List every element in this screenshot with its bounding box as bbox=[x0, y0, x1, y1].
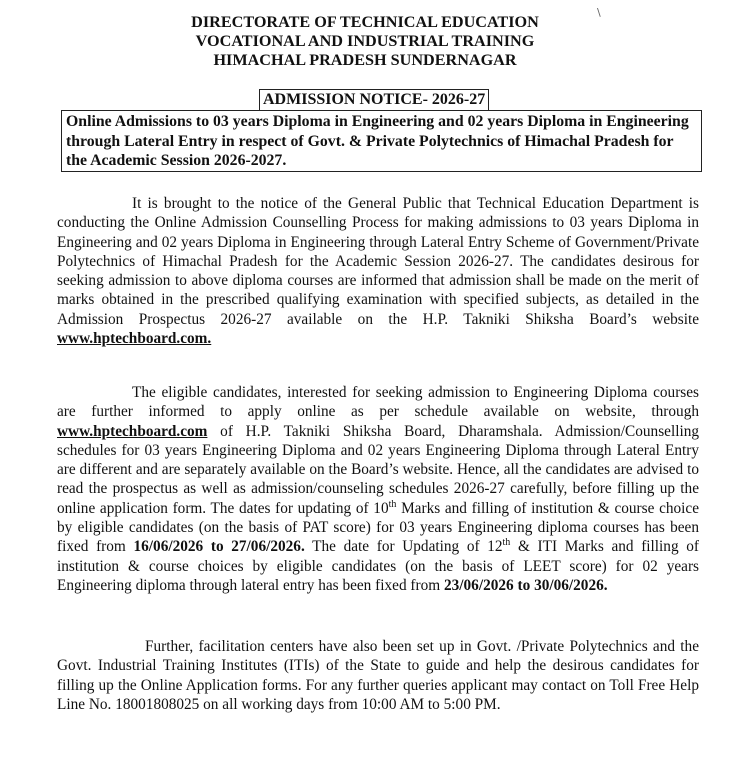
paragraph-schedule bbox=[57, 383, 699, 595]
schedule-text-3: Marks and filling of institution & course choice by eligible candidates (on the basis of PAT score) for 03 years Engineering diploma courses has been fixed from bbox=[57, 499, 699, 556]
corner-mark: \ bbox=[597, 6, 601, 19]
superscript-th-2: th bbox=[502, 537, 511, 549]
notice-title: ADMISSION NOTICE- 2026-27 bbox=[259, 89, 489, 111]
board-website-link[interactable]: www.hptechboard.com. bbox=[57, 330, 212, 348]
document-header bbox=[0, 13, 730, 70]
superscript-th-1: th bbox=[388, 498, 397, 510]
schedule-text-4: The date for Updating of 12 bbox=[304, 538, 503, 556]
header-line-directorate: DIRECTORATE OF TECHNICAL EDUCATION bbox=[191, 13, 539, 31]
schedule-text-1: The eligible candidates, interested for seeking admission to Engineering Diploma courses are further informed to apply online as per schedule available on website, through bbox=[57, 384, 699, 421]
schedule-text-2: of H.P. Takniki Shiksha Board, Dharamshala. Admission/Counselling schedules for 03 years Engineering Diploma and 02 years Engineering Diploma through Lateral Entry are different and are separately available on the Board’s website. Hence, all the candidates are advised to read the prospectus as well as admission/counseling schedules 2026-27 carefully, before filling up the online application form. The dates for updating of 10 bbox=[57, 422, 699, 517]
schedule-text-5: & ITI Marks and filling of institution & course choices by eligible candidates (on the basis of LEET score) for 02 years Engineering diploma through lateral entry has been fixed from bbox=[57, 538, 699, 594]
date-range-leet: 23/06/2026 to 30/06/2026. bbox=[443, 576, 608, 594]
header-line-location: HIMACHAL PRADESH SUNDERNAGAR bbox=[213, 51, 517, 69]
date-range-pat: 16/06/2026 to 27/06/2026. bbox=[133, 538, 305, 556]
paragraph-facilitation: Further, facilitation centers have also been set up in Govt. /Private Polytechnics and the Govt. Industrial Training Institutes (ITIs) of the State to guide and help the desirous candidates for filling up the Online Application forms. For any further queries applicant may contact on Toll Free Help Line No. 18001808025 on all working days from 10:00 AM to 5:00 PM. bbox=[57, 638, 699, 713]
notice-subject: Online Admissions to 03 years Diploma in Engineering and 02 years Diploma in Engineering through Lateral Entry in respect of Govt. & Private Polytechnics of Himachal Pradesh for the Academic Session 2026-2027. bbox=[61, 110, 702, 172]
board-website-link-2[interactable]: www.hptechboard.com bbox=[57, 422, 208, 440]
paragraph-intro-text: It is brought to the notice of the General Public that Technical Education Department is conducting the Online Admission Counselling Process for making admissions to 03 years Diploma in Engineering and 02 years Diploma in Engineering through Lateral Entry Scheme of Government/Private Polytechnics of Himachal Pradesh for the Academic Session 2026-27. The candidates desirous for seeking admission to above diploma courses are informed that admission shall be made on the merit of marks obtained in the prescribed qualifying examination with specified subjects, as detailed in the Admission Prospectus 2026-27 available on the H.P. Takniki Shiksha Board’s website bbox=[57, 195, 699, 328]
paragraph-intro bbox=[57, 194, 699, 348]
header-line-training: VOCATIONAL AND INDUSTRIAL TRAINING bbox=[195, 32, 535, 50]
